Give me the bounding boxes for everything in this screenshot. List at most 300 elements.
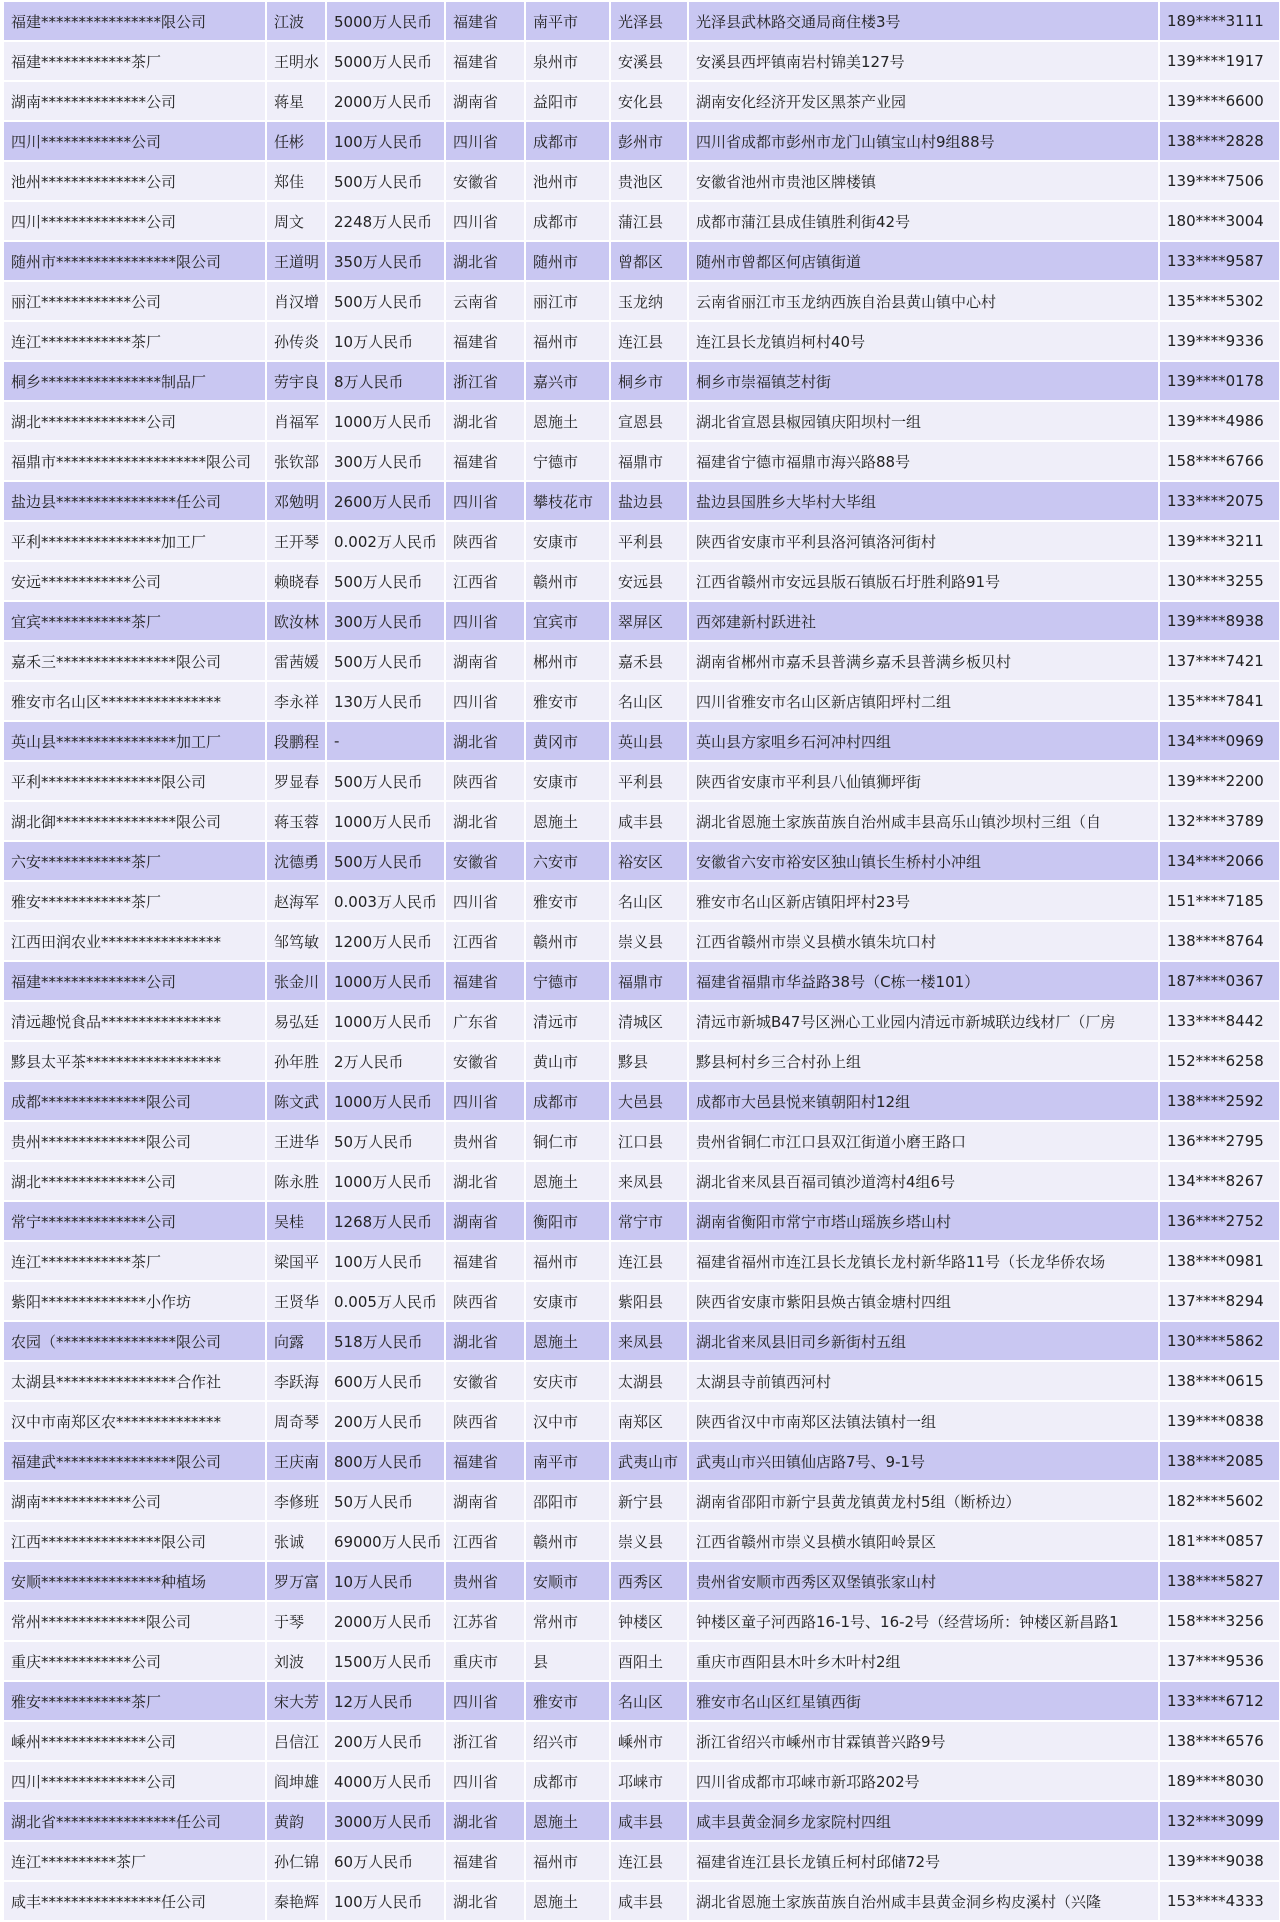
- table-row: [3, 521, 1280, 561]
- city-cell: 安康市: [525, 761, 610, 801]
- address-cell: 湖北省来凤县旧司乡新街村五组: [688, 1321, 1159, 1361]
- city-cell: 宁德市: [525, 441, 610, 481]
- table-row: [3, 681, 1280, 721]
- company-name-cell: 平利****************限公司: [3, 761, 266, 801]
- table-row: [3, 1681, 1280, 1721]
- company-name-cell: 成都**************限公司: [3, 1081, 266, 1121]
- province-cell: 福建省: [445, 1, 525, 41]
- company-name-cell: 英山县****************加工厂: [3, 721, 266, 761]
- city-cell: 绍兴市: [525, 1721, 610, 1761]
- province-cell: 陕西省: [445, 1281, 525, 1321]
- address-cell: 英山县方家咀乡石河冲村四组: [688, 721, 1159, 761]
- registered-capital-cell: 5000万人民币: [326, 1, 445, 41]
- province-cell: 陕西省: [445, 761, 525, 801]
- company-name-cell: 福建************茶厂: [3, 41, 266, 81]
- phone-cell: 139****8938: [1159, 601, 1280, 641]
- county-cell: 盐边县: [610, 481, 688, 521]
- phone-cell: 139****7506: [1159, 161, 1280, 201]
- province-cell: 四川省: [445, 481, 525, 521]
- phone-cell: 134****0969: [1159, 721, 1280, 761]
- province-cell: 湖南省: [445, 1481, 525, 1521]
- company-name-cell: 咸丰****************任公司: [3, 1881, 266, 1921]
- address-cell: 四川省雅安市名山区新店镇阳坪村二组: [688, 681, 1159, 721]
- county-cell: 清城区: [610, 1001, 688, 1041]
- province-cell: 福建省: [445, 321, 525, 361]
- table-row: [3, 1281, 1280, 1321]
- phone-cell: 132****3789: [1159, 801, 1280, 841]
- county-cell: 连江县: [610, 1241, 688, 1281]
- registered-capital-cell: 2万人民币: [326, 1041, 445, 1081]
- phone-cell: 138****0615: [1159, 1361, 1280, 1401]
- province-cell: 福建省: [445, 1841, 525, 1881]
- county-cell: 邛崃市: [610, 1761, 688, 1801]
- address-cell: 随州市曾都区何店镇街道: [688, 241, 1159, 281]
- phone-cell: 137****9536: [1159, 1641, 1280, 1681]
- table-row: [3, 1081, 1280, 1121]
- province-cell: 安徽省: [445, 1361, 525, 1401]
- city-cell: 雅安市: [525, 1681, 610, 1721]
- table-row: [3, 1001, 1280, 1041]
- registered-capital-cell: 1000万人民币: [326, 801, 445, 841]
- address-cell: 浙江省绍兴市嵊州市甘霖镇普兴路9号: [688, 1721, 1159, 1761]
- table-row: [3, 1761, 1280, 1801]
- province-cell: 安徽省: [445, 841, 525, 881]
- table-row: [3, 321, 1280, 361]
- legal-person-cell: 江波: [266, 1, 326, 41]
- county-cell: 平利县: [610, 521, 688, 561]
- company-name-cell: 黟县太平茶******************: [3, 1041, 266, 1081]
- address-cell: 湖北省恩施土家族苗族自治州咸丰县黄金洞乡构皮溪村（兴隆: [688, 1881, 1159, 1921]
- table-row: [3, 1161, 1280, 1201]
- city-cell: 福州市: [525, 1241, 610, 1281]
- phone-cell: 138****6576: [1159, 1721, 1280, 1761]
- city-cell: 成都市: [525, 1761, 610, 1801]
- address-cell: 黟县柯村乡三合村孙上组: [688, 1041, 1159, 1081]
- province-cell: 浙江省: [445, 361, 525, 401]
- table-row: [3, 281, 1280, 321]
- table-row: [3, 921, 1280, 961]
- address-cell: 安徽省池州市贵池区牌楼镇: [688, 161, 1159, 201]
- registered-capital-cell: 500万人民币: [326, 561, 445, 601]
- city-cell: 赣州市: [525, 921, 610, 961]
- table-row: [3, 441, 1280, 481]
- phone-cell: 152****6258: [1159, 1041, 1280, 1081]
- company-name-cell: 连江************茶厂: [3, 1241, 266, 1281]
- province-cell: 安徽省: [445, 161, 525, 201]
- province-cell: 湖南省: [445, 641, 525, 681]
- company-name-cell: 湖北**************公司: [3, 401, 266, 441]
- table-row: [3, 1, 1280, 41]
- province-cell: 湖北省: [445, 1801, 525, 1841]
- address-cell: 湖南省郴州市嘉禾县普满乡嘉禾县普满乡板贝村: [688, 641, 1159, 681]
- legal-person-cell: 陈文武: [266, 1081, 326, 1121]
- address-cell: 云南省丽江市玉龙纳西族自治县黄山镇中心村: [688, 281, 1159, 321]
- address-cell: 清远市新城B47号区洲心工业园内清远市新城联边线材厂（厂房: [688, 1001, 1159, 1041]
- phone-cell: 133****8442: [1159, 1001, 1280, 1041]
- address-cell: 福建省福州市连江县长龙镇长龙村新华路11号（长龙华侨农场: [688, 1241, 1159, 1281]
- company-name-cell: 嵊州**************公司: [3, 1721, 266, 1761]
- city-cell: 成都市: [525, 1081, 610, 1121]
- phone-cell: 136****2752: [1159, 1201, 1280, 1241]
- registered-capital-cell: 0.002万人民币: [326, 521, 445, 561]
- city-cell: 恩施土: [525, 1161, 610, 1201]
- city-cell: 恩施土: [525, 1881, 610, 1921]
- county-cell: 连江县: [610, 321, 688, 361]
- legal-person-cell: 陈永胜: [266, 1161, 326, 1201]
- phone-cell: 158****6766: [1159, 441, 1280, 481]
- legal-person-cell: 梁国平: [266, 1241, 326, 1281]
- province-cell: 重庆市: [445, 1641, 525, 1681]
- table-row: [3, 1881, 1280, 1921]
- registered-capital-cell: 500万人民币: [326, 761, 445, 801]
- phone-cell: 133****2075: [1159, 481, 1280, 521]
- county-cell: 钟楼区: [610, 1601, 688, 1641]
- city-cell: 汉中市: [525, 1401, 610, 1441]
- legal-person-cell: 黄韵: [266, 1801, 326, 1841]
- legal-person-cell: 孙年胜: [266, 1041, 326, 1081]
- company-name-cell: 福鼎市********************限公司: [3, 441, 266, 481]
- city-cell: 福州市: [525, 1841, 610, 1881]
- legal-person-cell: 邹笃敏: [266, 921, 326, 961]
- company-name-cell: 安远************公司: [3, 561, 266, 601]
- city-cell: 安庆市: [525, 1361, 610, 1401]
- table-row: [3, 1201, 1280, 1241]
- province-cell: 福建省: [445, 41, 525, 81]
- phone-cell: 137****8294: [1159, 1281, 1280, 1321]
- table-row: [3, 1441, 1280, 1481]
- company-name-cell: 宜宾************茶厂: [3, 601, 266, 641]
- province-cell: 湖南省: [445, 81, 525, 121]
- table-row: [3, 401, 1280, 441]
- phone-cell: 182****5602: [1159, 1481, 1280, 1521]
- province-cell: 江西省: [445, 921, 525, 961]
- county-cell: 安远县: [610, 561, 688, 601]
- phone-cell: 134****2066: [1159, 841, 1280, 881]
- company-name-cell: 湖南**************公司: [3, 81, 266, 121]
- county-cell: 西秀区: [610, 1561, 688, 1601]
- county-cell: 紫阳县: [610, 1281, 688, 1321]
- county-cell: 黟县: [610, 1041, 688, 1081]
- legal-person-cell: 郑佳: [266, 161, 326, 201]
- table-row: [3, 1481, 1280, 1521]
- province-cell: 湖北省: [445, 1881, 525, 1921]
- county-cell: 崇义县: [610, 921, 688, 961]
- county-cell: 江口县: [610, 1121, 688, 1161]
- registered-capital-cell: 350万人民币: [326, 241, 445, 281]
- county-cell: 南郑区: [610, 1401, 688, 1441]
- city-cell: 赣州市: [525, 561, 610, 601]
- address-cell: 成都市大邑县悦来镇朝阳村12组: [688, 1081, 1159, 1121]
- province-cell: 贵州省: [445, 1121, 525, 1161]
- registered-capital-cell: 10万人民币: [326, 321, 445, 361]
- legal-person-cell: 蒋星: [266, 81, 326, 121]
- city-cell: 成都市: [525, 121, 610, 161]
- table-row: [3, 481, 1280, 521]
- registered-capital-cell: 100万人民币: [326, 1881, 445, 1921]
- registered-capital-cell: 1000万人民币: [326, 1081, 445, 1121]
- legal-person-cell: 肖汉增: [266, 281, 326, 321]
- phone-cell: 187****0367: [1159, 961, 1280, 1001]
- company-name-cell: 江西田润农业****************: [3, 921, 266, 961]
- phone-cell: 134****8267: [1159, 1161, 1280, 1201]
- city-cell: 恩施土: [525, 401, 610, 441]
- company-name-cell: 四川**************公司: [3, 1761, 266, 1801]
- company-name-cell: 贵州**************限公司: [3, 1121, 266, 1161]
- legal-person-cell: 欧汝林: [266, 601, 326, 641]
- table-row: [3, 721, 1280, 761]
- registered-capital-cell: 1000万人民币: [326, 1001, 445, 1041]
- province-cell: 湖北省: [445, 1161, 525, 1201]
- address-cell: 桐乡市崇福镇芝村街: [688, 361, 1159, 401]
- phone-cell: 135****7841: [1159, 681, 1280, 721]
- phone-cell: 153****4333: [1159, 1881, 1280, 1921]
- address-cell: 陕西省安康市紫阳县焕古镇金塘村四组: [688, 1281, 1159, 1321]
- address-cell: 连江县长龙镇岿柯村40号: [688, 321, 1159, 361]
- records-table: [2, 0, 1280, 1922]
- county-cell: 名山区: [610, 1681, 688, 1721]
- county-cell: 曾都区: [610, 241, 688, 281]
- registered-capital-cell: 130万人民币: [326, 681, 445, 721]
- city-cell: 南平市: [525, 1441, 610, 1481]
- phone-cell: 139****3211: [1159, 521, 1280, 561]
- registered-capital-cell: 2248万人民币: [326, 201, 445, 241]
- province-cell: 四川省: [445, 881, 525, 921]
- phone-cell: 139****4986: [1159, 401, 1280, 441]
- registered-capital-cell: 50万人民币: [326, 1481, 445, 1521]
- company-name-cell: 六安************茶厂: [3, 841, 266, 881]
- address-cell: 福建省福鼎市华益路38号（C栋一楼101）: [688, 961, 1159, 1001]
- legal-person-cell: 孙传炎: [266, 321, 326, 361]
- phone-cell: 189****3111: [1159, 1, 1280, 41]
- province-cell: 四川省: [445, 1681, 525, 1721]
- table-row: [3, 1601, 1280, 1641]
- county-cell: 安溪县: [610, 41, 688, 81]
- province-cell: 陕西省: [445, 1401, 525, 1441]
- phone-cell: 133****9587: [1159, 241, 1280, 281]
- company-name-cell: 平利****************加工厂: [3, 521, 266, 561]
- address-cell: 贵州省安顺市西秀区双堡镇张家山村: [688, 1561, 1159, 1601]
- city-cell: 黄冈市: [525, 721, 610, 761]
- county-cell: 蒲江县: [610, 201, 688, 241]
- county-cell: 新宁县: [610, 1481, 688, 1521]
- county-cell: 武夷山市: [610, 1441, 688, 1481]
- company-name-cell: 四川************公司: [3, 121, 266, 161]
- address-cell: 陕西省汉中市南郑区法镇法镇村一组: [688, 1401, 1159, 1441]
- address-cell: 湖南安化经济开发区黑茶产业园: [688, 81, 1159, 121]
- table-row: [3, 1361, 1280, 1401]
- phone-cell: 180****3004: [1159, 201, 1280, 241]
- legal-person-cell: 雷茜媛: [266, 641, 326, 681]
- province-cell: 福建省: [445, 1241, 525, 1281]
- registered-capital-cell: 2000万人民币: [326, 1601, 445, 1641]
- address-cell: 武夷山市兴田镇仙店路7号、9-1号: [688, 1441, 1159, 1481]
- table-row: [3, 1841, 1280, 1881]
- registered-capital-cell: 1200万人民币: [326, 921, 445, 961]
- city-cell: 雅安市: [525, 881, 610, 921]
- registered-capital-cell: 300万人民币: [326, 601, 445, 641]
- legal-person-cell: 张钦部: [266, 441, 326, 481]
- city-cell: 随州市: [525, 241, 610, 281]
- address-cell: 钟楼区童子河西路16-1号、16-2号（经营场所：钟楼区新昌路1: [688, 1601, 1159, 1641]
- county-cell: 平利县: [610, 761, 688, 801]
- phone-cell: 138****2085: [1159, 1441, 1280, 1481]
- legal-person-cell: 李跃海: [266, 1361, 326, 1401]
- company-name-cell: 雅安市名山区****************: [3, 681, 266, 721]
- province-cell: 浙江省: [445, 1721, 525, 1761]
- phone-cell: 139****9038: [1159, 1841, 1280, 1881]
- registered-capital-cell: 1268万人民币: [326, 1201, 445, 1241]
- company-name-cell: 嘉禾三****************限公司: [3, 641, 266, 681]
- city-cell: 池州市: [525, 161, 610, 201]
- table-row: [3, 121, 1280, 161]
- registered-capital-cell: -: [326, 721, 445, 761]
- province-cell: 陕西省: [445, 521, 525, 561]
- province-cell: 福建省: [445, 1441, 525, 1481]
- province-cell: 福建省: [445, 961, 525, 1001]
- province-cell: 四川省: [445, 121, 525, 161]
- company-name-cell: 常宁**************公司: [3, 1201, 266, 1241]
- table-row: [3, 801, 1280, 841]
- address-cell: 咸丰县黄金洞乡龙家院村四组: [688, 1801, 1159, 1841]
- company-name-cell: 随州市****************限公司: [3, 241, 266, 281]
- city-cell: 福州市: [525, 321, 610, 361]
- province-cell: 湖北省: [445, 1321, 525, 1361]
- city-cell: 赣州市: [525, 1521, 610, 1561]
- table-row: [3, 1561, 1280, 1601]
- table-row: [3, 1721, 1280, 1761]
- province-cell: 广东省: [445, 1001, 525, 1041]
- registered-capital-cell: 2600万人民币: [326, 481, 445, 521]
- city-cell: 恩施土: [525, 1801, 610, 1841]
- registered-capital-cell: 50万人民币: [326, 1121, 445, 1161]
- province-cell: 湖南省: [445, 1201, 525, 1241]
- table-row: [3, 41, 1280, 81]
- phone-cell: 138****5827: [1159, 1561, 1280, 1601]
- city-cell: 郴州市: [525, 641, 610, 681]
- city-cell: 丽江市: [525, 281, 610, 321]
- city-cell: 衡阳市: [525, 1201, 610, 1241]
- table-row: [3, 961, 1280, 1001]
- legal-person-cell: 于琴: [266, 1601, 326, 1641]
- address-cell: 光泽县武林路交通局商住楼3号: [688, 1, 1159, 41]
- company-name-cell: 重庆************公司: [3, 1641, 266, 1681]
- province-cell: 湖北省: [445, 801, 525, 841]
- address-cell: 贵州省铜仁市江口县双江街道小磨王路口: [688, 1121, 1159, 1161]
- province-cell: 云南省: [445, 281, 525, 321]
- phone-cell: 138****0981: [1159, 1241, 1280, 1281]
- legal-person-cell: 王明水: [266, 41, 326, 81]
- county-cell: 宣恩县: [610, 401, 688, 441]
- city-cell: 恩施土: [525, 1321, 610, 1361]
- county-cell: 光泽县: [610, 1, 688, 41]
- legal-person-cell: 沈德勇: [266, 841, 326, 881]
- company-name-cell: 盐边县****************任公司: [3, 481, 266, 521]
- province-cell: 四川省: [445, 201, 525, 241]
- phone-cell: 136****2795: [1159, 1121, 1280, 1161]
- phone-cell: 189****8030: [1159, 1761, 1280, 1801]
- county-cell: 咸丰县: [610, 801, 688, 841]
- phone-cell: 138****2828: [1159, 121, 1280, 161]
- legal-person-cell: 赵海军: [266, 881, 326, 921]
- city-cell: 安顺市: [525, 1561, 610, 1601]
- phone-cell: 151****7185: [1159, 881, 1280, 921]
- table-row: [3, 1801, 1280, 1841]
- city-cell: 嘉兴市: [525, 361, 610, 401]
- county-cell: 太湖县: [610, 1361, 688, 1401]
- province-cell: 安徽省: [445, 1041, 525, 1081]
- city-cell: 雅安市: [525, 681, 610, 721]
- province-cell: 湖北省: [445, 721, 525, 761]
- registered-capital-cell: 0.003万人民币: [326, 881, 445, 921]
- legal-person-cell: 罗万富: [266, 1561, 326, 1601]
- address-cell: 太湖县寺前镇西河村: [688, 1361, 1159, 1401]
- registered-capital-cell: 500万人民币: [326, 281, 445, 321]
- address-cell: 江西省赣州市安远县版石镇版石圩胜利路91号: [688, 561, 1159, 601]
- county-cell: 崇义县: [610, 1521, 688, 1561]
- phone-cell: 139****6600: [1159, 81, 1280, 121]
- company-name-cell: 雅安************茶厂: [3, 881, 266, 921]
- province-cell: 江西省: [445, 1521, 525, 1561]
- registered-capital-cell: 500万人民币: [326, 841, 445, 881]
- phone-cell: 135****5302: [1159, 281, 1280, 321]
- legal-person-cell: 周奇琴: [266, 1401, 326, 1441]
- city-cell: 县: [525, 1641, 610, 1681]
- table-row: [3, 881, 1280, 921]
- phone-cell: 130****5862: [1159, 1321, 1280, 1361]
- county-cell: 彭州市: [610, 121, 688, 161]
- phone-cell: 130****3255: [1159, 561, 1280, 601]
- phone-cell: 139****2200: [1159, 761, 1280, 801]
- table-row: [3, 601, 1280, 641]
- registered-capital-cell: 518万人民币: [326, 1321, 445, 1361]
- company-name-cell: 桐乡****************制品厂: [3, 361, 266, 401]
- registered-capital-cell: 200万人民币: [326, 1401, 445, 1441]
- registered-capital-cell: 500万人民币: [326, 641, 445, 681]
- company-name-cell: 太湖县****************合作社: [3, 1361, 266, 1401]
- address-cell: 湖南省衡阳市常宁市塔山瑶族乡塔山村: [688, 1201, 1159, 1241]
- legal-person-cell: 易弘廷: [266, 1001, 326, 1041]
- city-cell: 攀枝花市: [525, 481, 610, 521]
- county-cell: 名山区: [610, 881, 688, 921]
- county-cell: 英山县: [610, 721, 688, 761]
- phone-cell: 181****0857: [1159, 1521, 1280, 1561]
- address-cell: 湖南省邵阳市新宁县黄龙镇黄龙村5组（断桥边）: [688, 1481, 1159, 1521]
- phone-cell: 158****3256: [1159, 1601, 1280, 1641]
- phone-cell: 138****8764: [1159, 921, 1280, 961]
- company-name-cell: 福建武****************限公司: [3, 1441, 266, 1481]
- company-name-cell: 常州**************限公司: [3, 1601, 266, 1641]
- address-cell: 江西省赣州市崇义县横水镇朱坑口村: [688, 921, 1159, 961]
- legal-person-cell: 王开琴: [266, 521, 326, 561]
- legal-person-cell: 王道明: [266, 241, 326, 281]
- table-row: [3, 1241, 1280, 1281]
- address-cell: 江西省赣州市崇义县横水镇阳岭景区: [688, 1521, 1159, 1561]
- county-cell: 嘉禾县: [610, 641, 688, 681]
- table-row: [3, 201, 1280, 241]
- city-cell: 黄山市: [525, 1041, 610, 1081]
- city-cell: 清远市: [525, 1001, 610, 1041]
- city-cell: 宜宾市: [525, 601, 610, 641]
- legal-person-cell: 蒋玉蓉: [266, 801, 326, 841]
- county-cell: 玉龙纳: [610, 281, 688, 321]
- address-cell: 四川省成都市邛崃市新邛路202号: [688, 1761, 1159, 1801]
- address-cell: 陕西省安康市平利县洛河镇洛河街村: [688, 521, 1159, 561]
- registered-capital-cell: 1000万人民币: [326, 961, 445, 1001]
- county-cell: 翠屏区: [610, 601, 688, 641]
- legal-person-cell: 李永祥: [266, 681, 326, 721]
- legal-person-cell: 宋大芳: [266, 1681, 326, 1721]
- table-row: [3, 1041, 1280, 1081]
